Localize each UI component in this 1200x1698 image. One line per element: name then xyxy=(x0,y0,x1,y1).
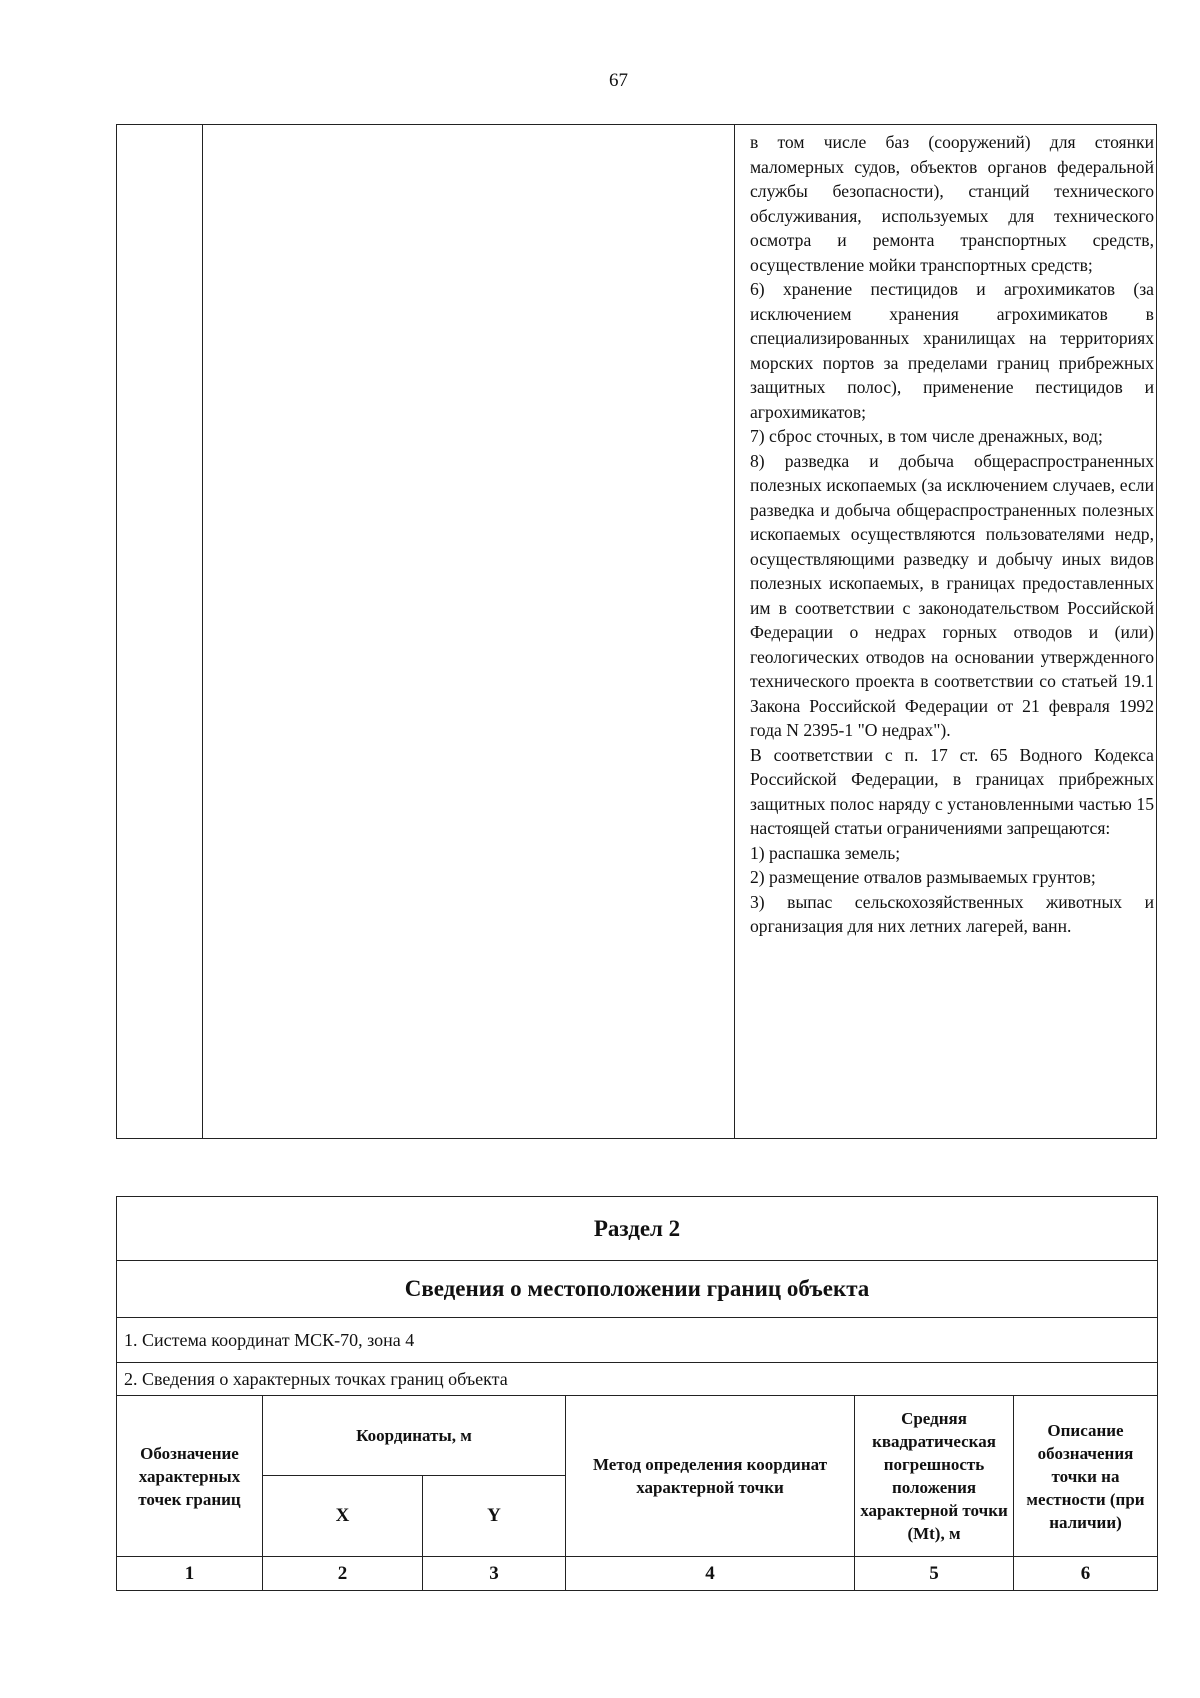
page-number: 67 xyxy=(609,70,628,91)
points-info: 2. Сведения о характерных точках границ объекта xyxy=(117,1363,1158,1396)
header-description: Описание обозначения точки на местности (при наличии) xyxy=(1014,1396,1158,1557)
column-number: 4 xyxy=(566,1557,855,1591)
header-x: X xyxy=(263,1476,423,1557)
coordinate-system: 1. Система координат МСК-70, зона 4 xyxy=(117,1318,1158,1363)
empty-cell-1 xyxy=(117,125,203,1139)
restriction-paragraph: 8) разведка и добыча общераспространенных полезных ископаемых (за исключением случаев, если разведка и добыча общераспространенных полезных ископаемых осуществляются пользователями недр, осуществляющими разведку и добычу иных видов полезных ископаемых, в границах предоставленных им в соответствии с законодательством Российской Федерации о недрах горных отводов и (или) геологических отводов на основании утвержденного технического проекта в соответствии со статьей 19.1 Закона Российской Федерации от 21 февраля 1992 года N 2395-1 "О недрах"). xyxy=(750,450,1154,740)
restriction-paragraph: 1) распашка земель; xyxy=(750,842,901,863)
restriction-paragraph: 7) сброс сточных, в том числе дренажных, вод; xyxy=(750,426,1103,446)
column-number: 3 xyxy=(423,1557,566,1591)
header-designation: Обозначение характерных точек границ xyxy=(117,1396,263,1557)
column-number: 2 xyxy=(263,1557,423,1591)
restriction-paragraph: 2) размещение отвалов размываемых грунтов; xyxy=(750,867,1096,887)
empty-cell-2 xyxy=(203,125,735,1139)
column-number: 1 xyxy=(117,1557,263,1591)
section-title: Раздел 2 xyxy=(117,1197,1158,1261)
restriction-paragraph: 3) выпас сельскохозяйственных животных и организация для них летних лагерей, ванн. xyxy=(750,891,1154,936)
boundary-points-table xyxy=(116,1196,1158,1591)
table-row xyxy=(117,125,1157,1139)
restriction-paragraph: В соответствии с п. 17 ст. 65 Водного Кодекса Российской Федерации, в границах прибрежных защитных полос наряду с установленными частью 15 настоящей статьи ограничениями запрещаются: xyxy=(750,744,1154,838)
header-error: Средняя квадратическая погрешность положения характерной точки (Mt), м xyxy=(855,1396,1014,1557)
restriction-paragraph: 6) хранение пестицидов и агрохимикатов (за исключением хранения агрохимикатов в специализированных хранилищах на территориях морских портов за пределами границ прибрежных защитных полос), применение пестицидов и агрохимикатов; xyxy=(750,279,1154,422)
restrictions-cell xyxy=(735,125,1157,1139)
header-coordinates: Координаты, м xyxy=(263,1396,566,1476)
restriction-paragraph: в том числе баз (сооружений) для стоянки маломерных судов, объектов органов федеральной службы безопасности), станций технического обслуживания, используемых для технического осмотра и ремонта транспортных средств, осуществление мойки транспортных средств; xyxy=(750,132,1154,275)
column-number: 6 xyxy=(1014,1557,1158,1591)
restrictions-table xyxy=(116,124,1157,1139)
column-number: 5 xyxy=(855,1557,1014,1591)
section-subtitle: Сведения о местоположении границ объекта xyxy=(117,1261,1158,1318)
header-method: Метод определения координат характерной точки xyxy=(566,1396,855,1557)
restrictions-text xyxy=(735,125,1156,939)
header-y: Y xyxy=(423,1476,566,1557)
